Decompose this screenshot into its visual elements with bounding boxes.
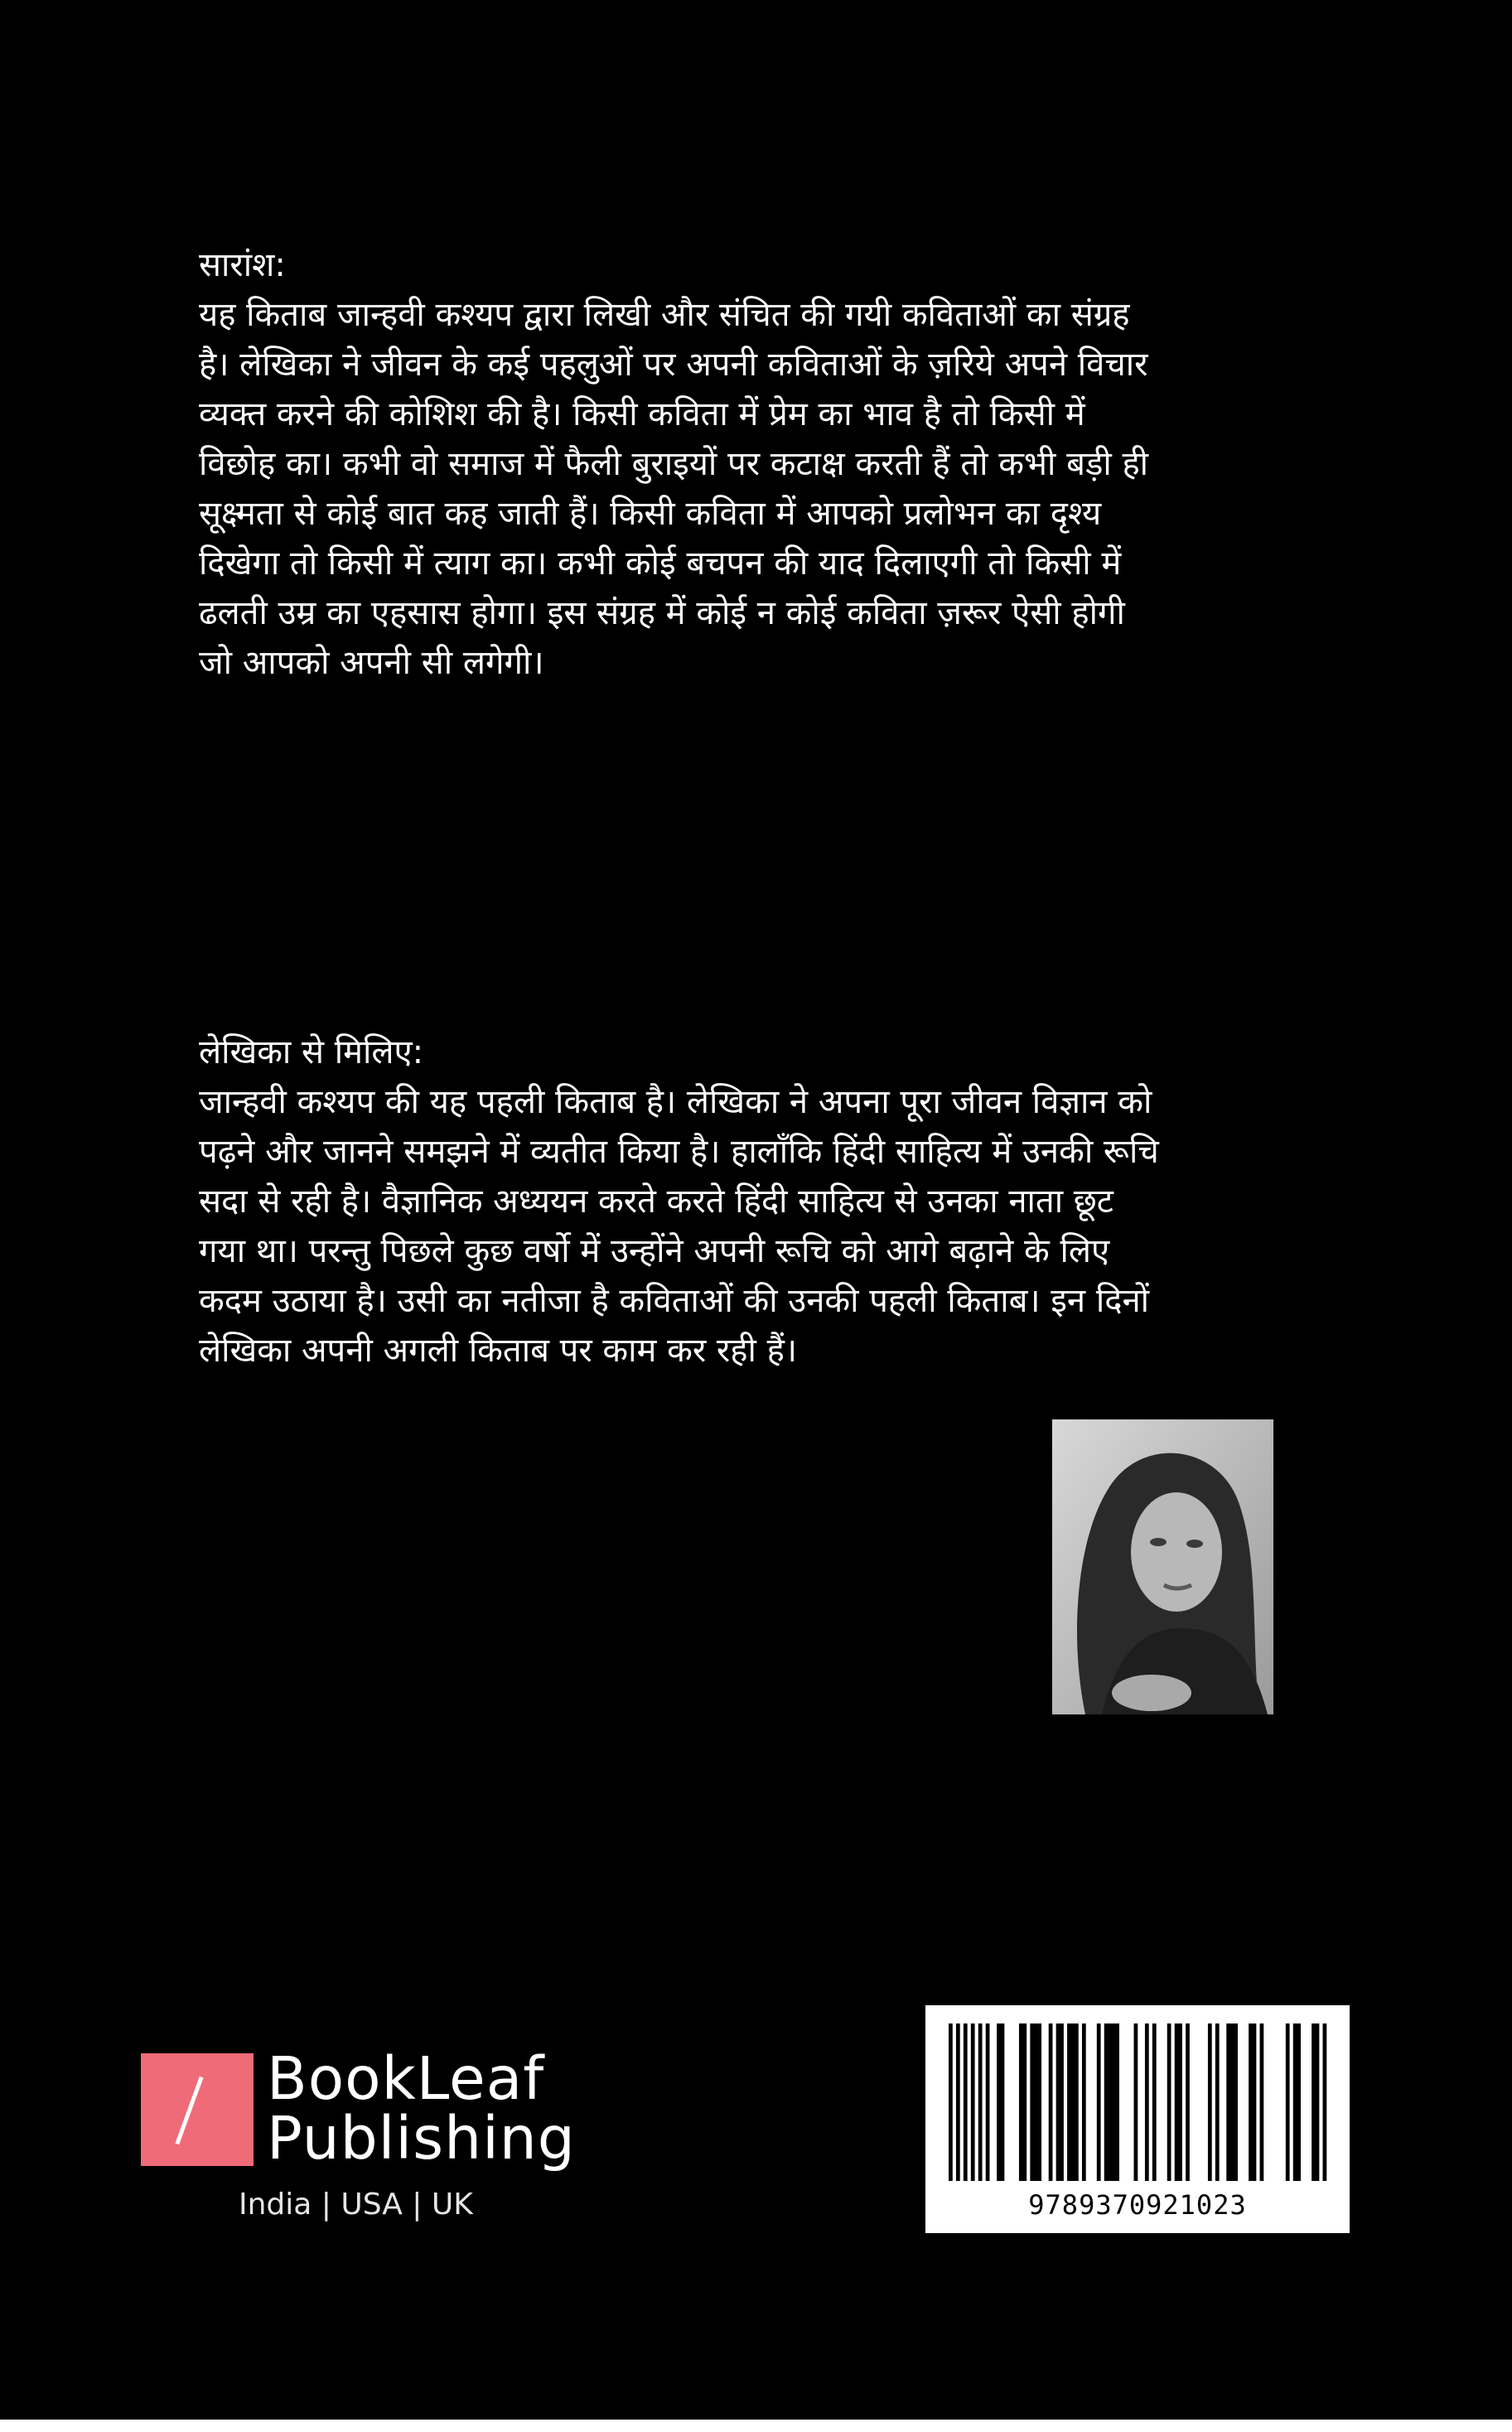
barcode-bar (1226, 2023, 1230, 2181)
barcode-bar (1060, 2023, 1064, 2181)
barcode-bar (1175, 2023, 1179, 2181)
barcode-bar (1049, 2023, 1053, 2181)
barcode-bar (1112, 2023, 1116, 2181)
barcode-bar (978, 2023, 983, 2181)
barcode-bar (1001, 2023, 1005, 2181)
barcode-bar (1249, 2023, 1253, 2181)
barcode-bar (1297, 2023, 1301, 2181)
barcode-bar (1034, 2023, 1038, 2181)
barcode-bar (1186, 2023, 1190, 2181)
barcode-bar (1097, 2023, 1101, 2181)
barcode-bar (997, 2023, 1001, 2181)
barcode-bar (1145, 2023, 1149, 2181)
barcode-bar (1312, 2023, 1316, 2181)
barcode-bar (1030, 2023, 1034, 2181)
barcode-bar (1115, 2023, 1119, 2181)
barcode-bar (949, 2023, 953, 2181)
summary-text: यह किताब जान्हवी कश्यप द्वारा लिखी और संचित की गयी कविताओं का संग्रह है। लेखिका ने जीवन के कई पहलुओं पर अपनी कविताओं के ज़रिये अपने विचार व्यक्त करने की कोशिश की है। किसी कविता में प्रेम का भाव है तो किसी में विछोह का। कभी वो समाज में फैली बुराइयों पर कटाक्ष करती हैं तो कभी बड़ी ही सूक्ष्मता से कोई बात कह जाती हैं। किसी कविता में आपको प्रलोभन का दृश्य दिखेगा तो किसी में त्याग का। कभी कोई बचपन की याद दिलाएगी तो किसी में ढलती उम्र का एहसास होगा। इस संग्रह में कोई न कोई कविता ज़रूर ऐसी होगी जो आपको अपनी सी लगेगी। (199, 296, 1149, 682)
publisher-name-line2: Publishing (267, 2104, 576, 2173)
barcode-icon (925, 2005, 1350, 2188)
barcode-bar (956, 2023, 960, 2181)
barcode-bar (986, 2023, 990, 2181)
barcode-bar (1215, 2023, 1220, 2181)
summary-heading: सारांश: (199, 246, 286, 284)
barcode-bar (1152, 2023, 1157, 2181)
isbn-number: 9789370921023 (1028, 2189, 1247, 2221)
author-section (199, 1027, 1168, 1376)
bottom-edge (0, 2420, 1512, 2432)
logo-mark (141, 2053, 254, 2166)
barcode-bar (1104, 2023, 1109, 2181)
publisher-name-line1: BookLeaf (267, 2044, 545, 2113)
barcode-bar (1293, 2023, 1297, 2181)
barcode-bar (1234, 2023, 1238, 2181)
barcode-bar (1323, 2023, 1327, 2181)
barcode-bar (1253, 2023, 1257, 2181)
summary-section (199, 240, 1168, 688)
barcode-bar (964, 2023, 968, 2181)
barcode-bar (1067, 2023, 1071, 2181)
barcode-bar (1019, 2023, 1023, 2181)
barcode-bar (1075, 2023, 1079, 2181)
barcode-bar (1178, 2023, 1182, 2181)
isbn-barcode (925, 2005, 1350, 2233)
barcode-bar (1230, 2023, 1234, 2181)
barcode-bar (1022, 2023, 1027, 2181)
barcode-bar (1071, 2023, 1075, 2181)
barcode-bar (1208, 2023, 1212, 2181)
author-bio: जान्हवी कश्यप की यह पहली किताब है। लेखिका ने अपना पूरा जीवन विज्ञान को पढ़ने और जानने समझने में व्यतीत किया है। हालाँकि हिंदी साहित्य में उनकी रूचि सदा से रही है। वैज्ञानिक अध्ययन करते करते हिंदी साहित्य से उनका नाता छूट गया था। परन्तु पिछले कुछ वर्षो में उन्होंने अपनी रूचि को आगे बढ़ाने के लिए कदम उठाया है। उसी का नतीजा है कविताओं की उनकी पहली किताब। इन दिनों लेखिका अपनी अगली किताब पर काम कर रही हैं। (199, 1083, 1159, 1370)
barcode-bar (1316, 2023, 1320, 2181)
barcode-bar (1286, 2023, 1290, 2181)
publisher-regions: India | USA | UK (239, 2188, 473, 2222)
slash-icon (175, 2077, 203, 2145)
barcode-bar (1037, 2023, 1041, 2181)
author-portrait-icon (1052, 1419, 1273, 1714)
barcode-bar (1167, 2023, 1171, 2181)
barcode-bar (1056, 2023, 1060, 2181)
barcode-bar (971, 2023, 975, 2181)
barcode-bar (1082, 2023, 1086, 2181)
author-heading: लेखिका से मिलिए: (199, 1033, 424, 1071)
barcode-bar (1260, 2023, 1264, 2181)
author-photo (1052, 1419, 1273, 1714)
barcode-bar (1108, 2023, 1112, 2181)
barcode-bar (1134, 2023, 1138, 2181)
